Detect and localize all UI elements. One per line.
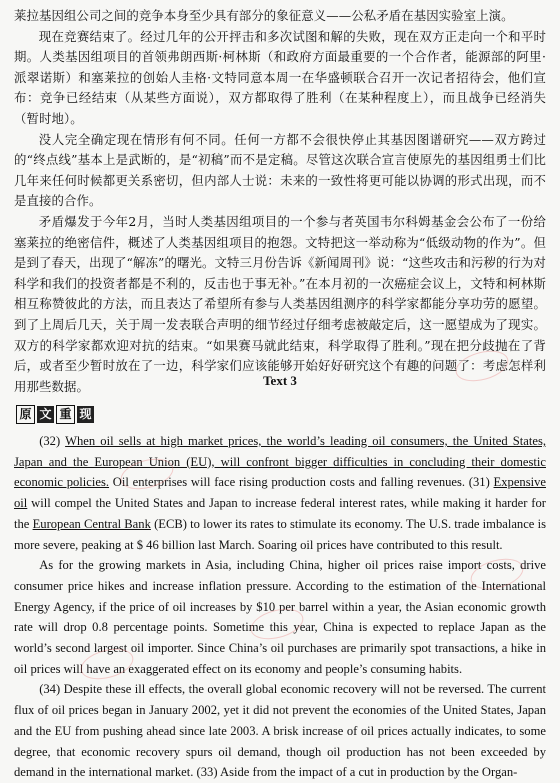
question-marker: (32) [39,434,66,448]
chinese-paragraph: 现在竞赛结束了。经过几年的公开抨击和多次试图和解的失败，现在双方正走向一个和平时期。人类基因组项目的首领弗朗西斯·柯林斯（和政府方面最重要的一个合作者，能源部的阿里·派翠诺斯）和塞莱拉的创始人圭格·文特同意本周一在华盛顿联合召开一次记者招待会，他们宣布：竞争已经结束（从某些方面说），双方都取得了胜利（在某种程度上），而且战争已经消失（暂时地）。 [14,28,546,126]
section-label-char: 原 [16,405,35,424]
text-span: Oil enterprises will face rising production costs and falling revenues. (31) [109,475,494,490]
text-span: will compel the United States and Japan to increase federal interest rates, while making it harder for the [14,496,546,531]
section-label-char: 重 [56,405,75,424]
underlined-phrase: Expensive oil [14,475,546,511]
text-heading: Text 3 [263,373,297,388]
underlined-sentence: When oil sells at high market prices, the world’s leading oil consumers, the United States, Japan and the European Union (EU), will confront bigger difficulties in concluding their domestic economic policies. [14,434,546,490]
underlined-phrase: European Central Bank [32,516,151,531]
english-paragraph: As for the growing markets in Asia, including China, higher oil prices raise import costs, drive consumer price hikes and increase inflation pressure. According to the estimation of the International Energy Agency, if the price of oil increases by $10 per barrel within a year, the Asian economic growth rate will drop 0.8 percentage points. Sometime this year, China is expected to replace Japan as the world’s second largest oil importer. Since China’s oil purchases are primarily spot transactions, a hike in oil prices will have an exaggerated effect on its economy and people’s consuming habits. [14,558,546,676]
section-label-char: 文 [37,406,54,423]
text-span: (ECB) to lower its rates to stimulate its economy. The U.S. trade imbalance is more severe, peaking at $ 46 billion last March. Soaring oil prices have contributed to this result. [14,516,546,552]
chinese-paragraph: 矛盾爆发于今年2月，当时人类基因组项目的一个参与者英国韦尔科姆基金会公布了一份给塞莱拉的绝密信件，概述了人类基因组项目的抱怨。文特把这一举动称为“低级动物的作为”。但是到了春天，出现了“解冻”的曙光。文特三月份告诉《新闻周刊》说：“这些攻击和污秽的行为对科学和我们的投资者都是不利的，反击也于事无补。”在本月初的一次癌症会议上，文特和柯林斯相互称赞彼此的方法，而且表达了希望所有参与人类基因组测序的科学家都能分享功劳的愿望。到了上周后几天，关于周一发表联合声明的细节经过仔细考虑被敲定后，这一愿望成为了现实。双方的科学家都欢迎对抗的结束。“如果赛马就此结束，科学取得了胜利。”现在把分歧抛在了背后，或者至少暂时放在了一边，科学家们应该能够开始好好研究这个有趣的问题了：考虑怎样利用那些数据。 [14,213,546,394]
chinese-paragraph: 没人完全确定现在情形有何不同。任何一方都不会很快停止其基因图谱研究——双方跨过的“终点线”基本上是武断的，是“初稿”而不是定稿。尽管这次联合宣言使原先的基因组勇士们比几年来任何时候都更关系密切，但内部人士说：未来的一致性将更可能以协调的形式出现，而不是直接的合作。 [14,131,546,209]
english-paragraph [14,431,546,555]
english-paragraph: (34) Despite these ill effects, the overall global economic recovery will not be reversed. The current flux of oil prices began in January 2002, yet it did not prevent the economies of the United States, Japan and the EU from pushing ahead since late 2003. A brisk increase of oil prices actually indicates, to some degree, that economic recovery spurs oil demand, though oil production has not been exceeded by demand in the international market. (33) Aside from the impact of a cut in production by the Organ- [14,682,546,780]
chinese-translation [14,6,546,397]
chinese-paragraph: 莱拉基因组公司之间的竞争本身至少具有部分的象征意义——公私矛盾在基因实验室上演。 [14,8,514,23]
section-label [16,404,94,424]
english-original-text [14,431,546,783]
section-label-char: 现 [77,406,94,423]
